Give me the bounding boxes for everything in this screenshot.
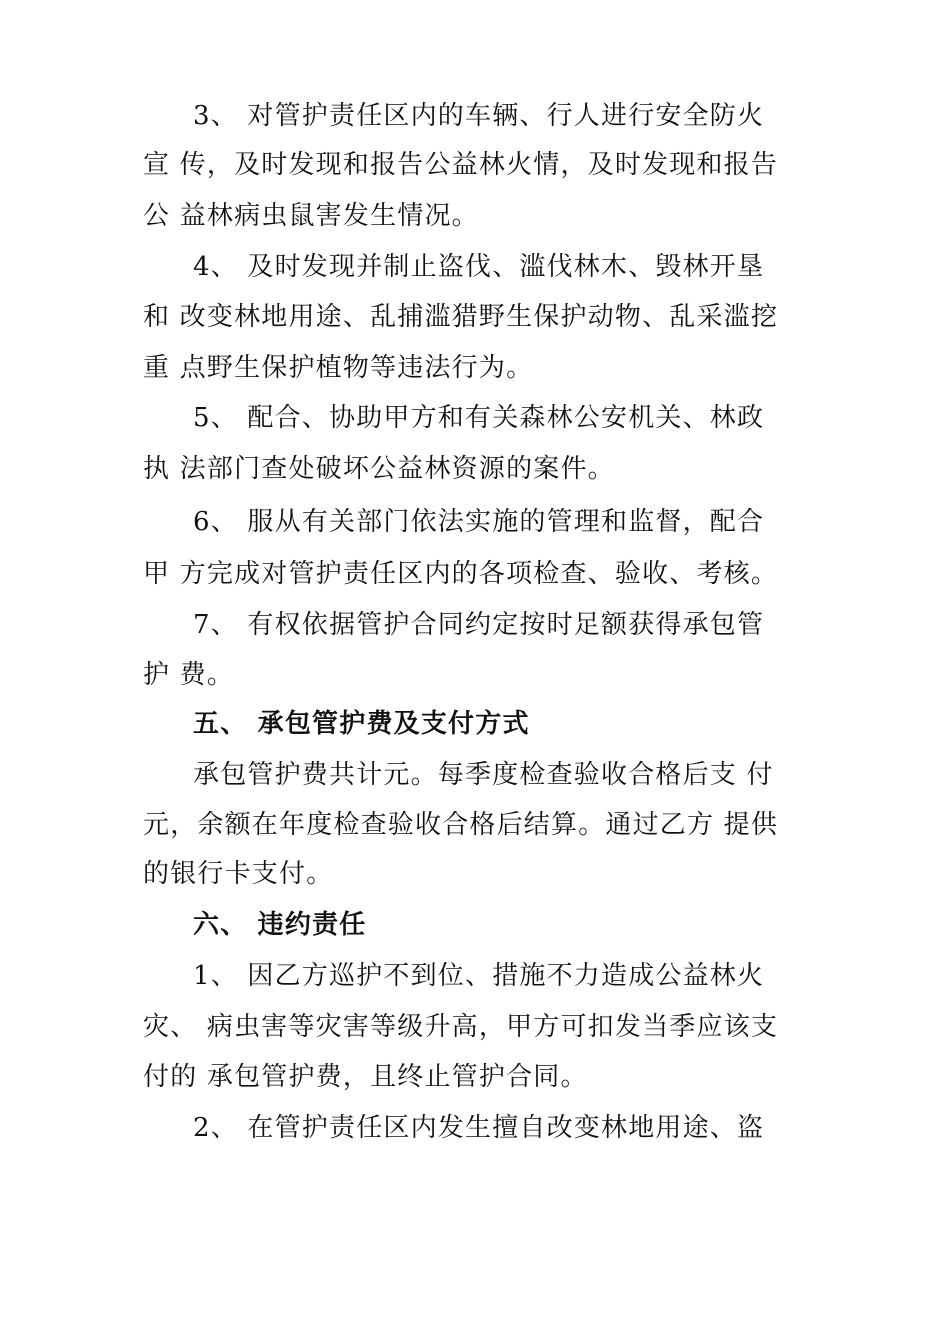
item-3-line-2: 宣 传，及时发现和报告公益林火情，及时发现和报告 [143, 150, 779, 180]
section-6-item-1-line-2: 灾、 病虫害等灾害等级升高，甲方可扣发当季应该支 [143, 1012, 779, 1042]
item-5-line-2: 执 法部门查处破坏公益林资源的案件。 [143, 454, 615, 484]
item-4-line-1: 4、 及时发现并制止盗伐、滥伐林木、毁林开垦 [193, 252, 765, 282]
section-5-heading: 五、 承包管护费及支付方式 [193, 709, 530, 739]
item-4-line-3: 重 点野生保护植物等违法行为。 [143, 353, 534, 383]
item-6-line-1: 6、 服从有关部门依法实施的管理和监督，配合 [193, 507, 765, 537]
item-7-line-2: 护 费。 [143, 660, 235, 690]
item-6-line-2: 甲 方完成对管护责任区内的各项检查、验收、考核。 [143, 559, 779, 589]
section-6-heading: 六、 违约责任 [193, 910, 367, 940]
item-3-line-3: 公 益林病虫鼠害发生情况。 [143, 201, 479, 231]
section-5-para-line-2: 元，余额在年度检查验收合格后结算。通过乙方 提供 [143, 810, 779, 840]
item-7-line-1: 7、 有权依据管护合同约定按时足额获得承包管 [193, 610, 765, 640]
section-5-para-line-3: 的银行卡支付。 [143, 859, 334, 889]
item-5-line-1: 5、 配合、协助甲方和有关森林公安机关、林政 [193, 403, 765, 433]
section-6-item-2-line-1: 2、 在管护责任区内发生擅自改变林地用途、盗 [193, 1113, 765, 1143]
section-6-item-1-line-3: 付的 承包管护费，且终止管护合同。 [143, 1062, 588, 1092]
section-6-item-1-line-1: 1、 因乙方巡护不到位、措施不力造成公益林火 [193, 961, 765, 991]
item-4-line-2: 和 改变林地用途、乱捕滥猎野生保护动物、乱采滥挖 [143, 302, 779, 332]
section-5-para-line-1: 承包管护费共计元。每季度检查验收合格后支 付 [193, 760, 774, 790]
item-3-line-1: 3、 对管护责任区内的车辆、行人进行安全防火 [193, 101, 765, 131]
